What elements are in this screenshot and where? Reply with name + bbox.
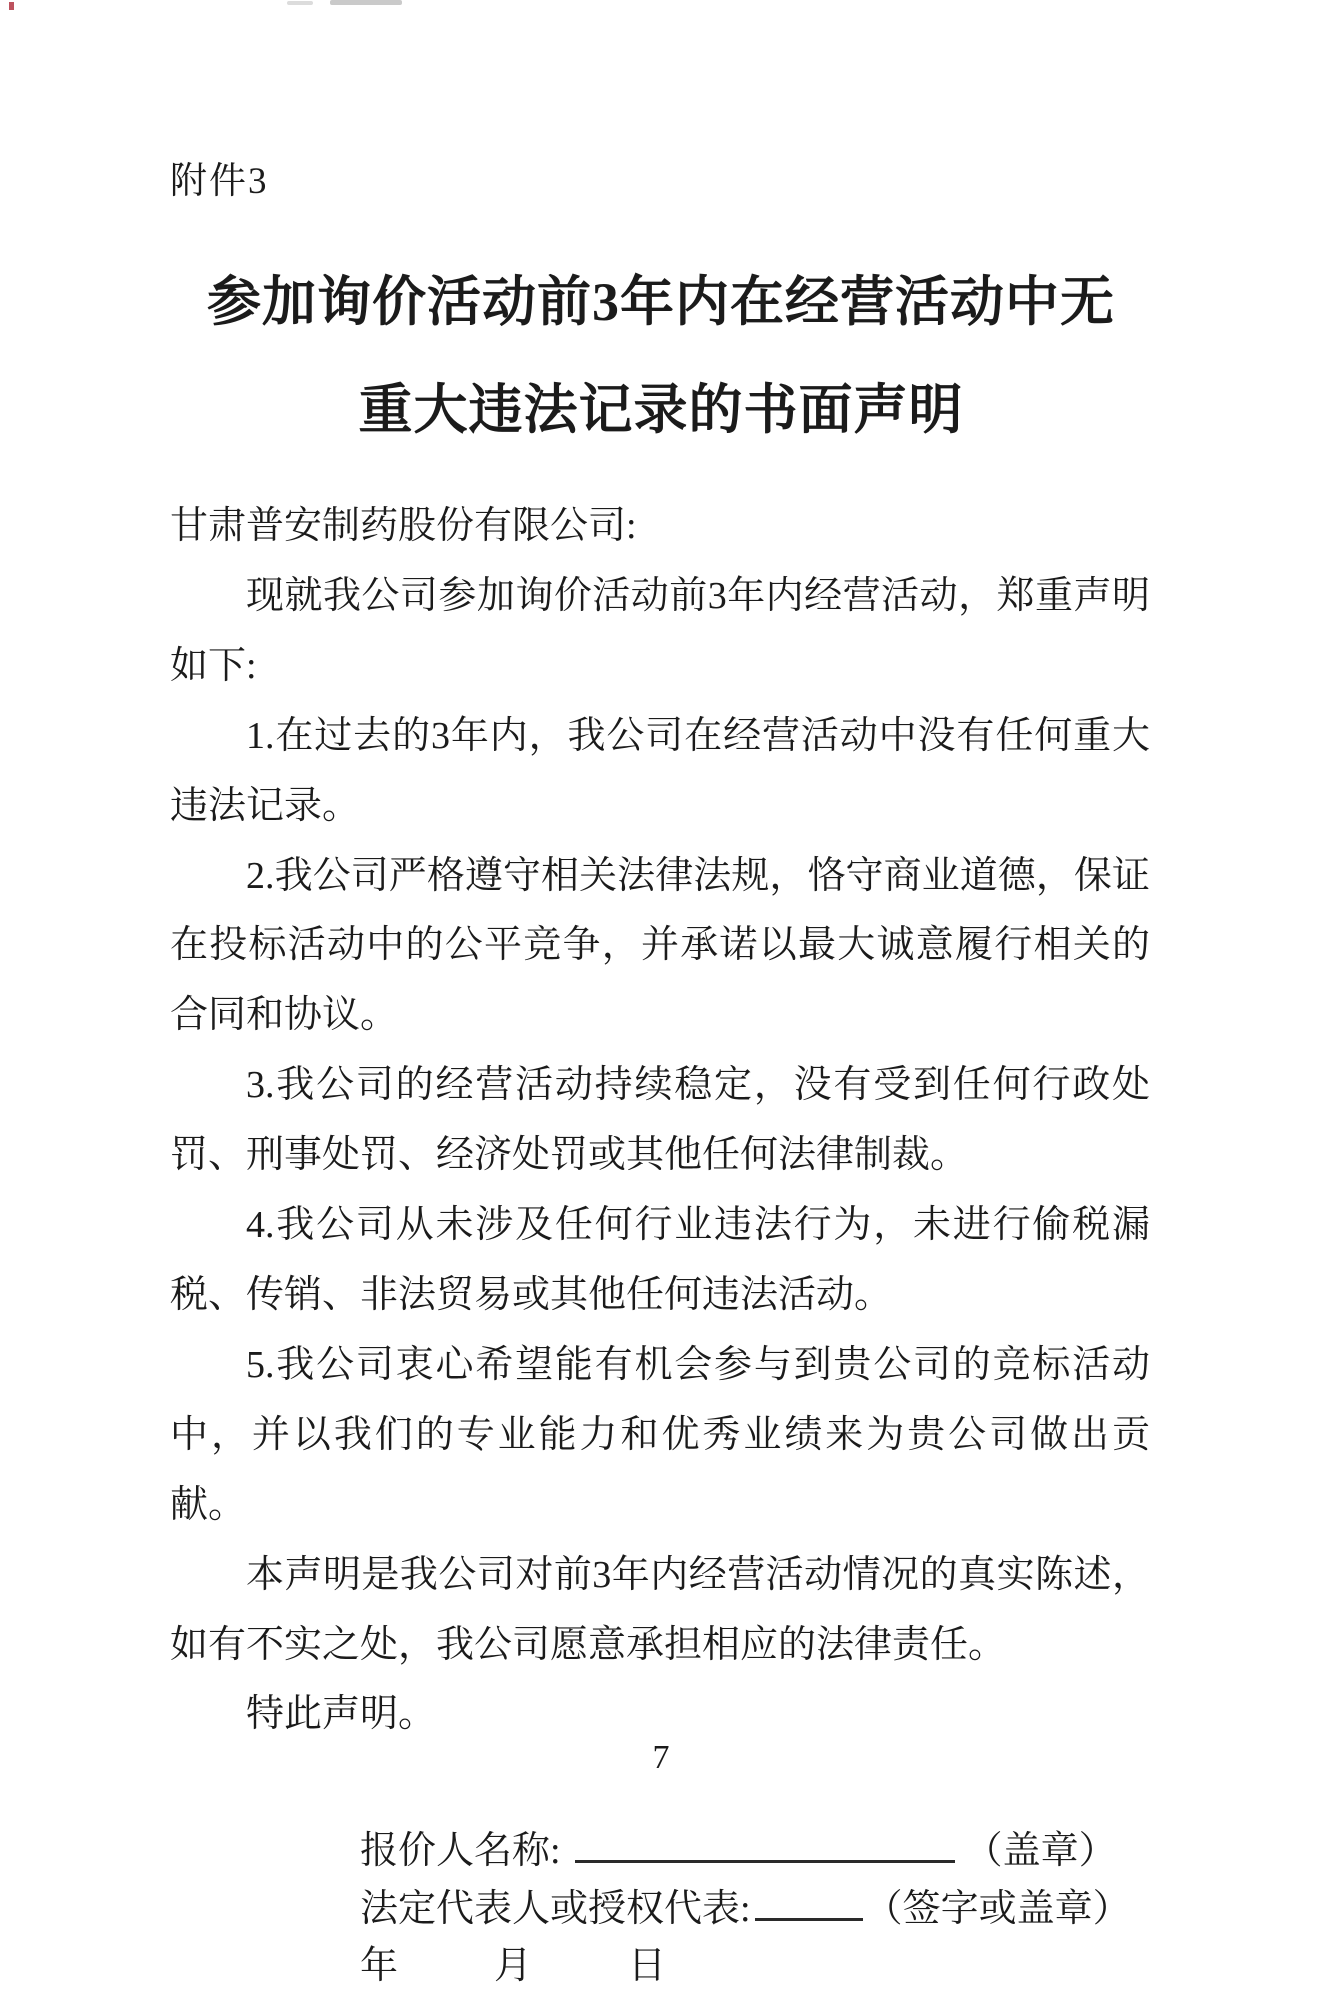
- date-month-label: 月: [494, 1945, 533, 1988]
- body-paragraph: 4.我公司从未涉及任何行业违法行为，未进行偷税漏税、传销、非法贸易或其他任何违法活动。: [170, 1204, 1150, 1316]
- body-paragraph: 3.我公司的经营活动持续稳定，没有受到任何行政处罚、刑事处罚、经济处罚或其他任何法律制裁。: [170, 1064, 1150, 1177]
- scan-artifact-red: [9, 2, 14, 10]
- representative-label: 法定代表人或授权代表:: [360, 1888, 751, 1931]
- body-paragraph: 5.我公司衷心希望能有机会参与到贵公司的竞标活动中，并以我们的专业能力和优秀业绩来为贵公司做出贡献。: [170, 1343, 1150, 1526]
- body-paragraph: 现就我公司参加询价活动前3年内经营活动，郑重声明如下:: [170, 574, 1150, 687]
- offeror-seal-note: （盖章）: [964, 1830, 1117, 1873]
- date-day-label: 日: [628, 1945, 667, 1988]
- offeror-name-label: 报价人名称:: [360, 1830, 561, 1873]
- document-title-line2: 重大违法记录的书面声明: [358, 380, 964, 440]
- salutation: 甘肃普安制药股份有限公司:: [170, 505, 637, 547]
- document-title: [0, 248, 1322, 464]
- date-year-label: 年: [360, 1945, 399, 1988]
- fill-in-blank-offeror-name: [575, 1822, 955, 1863]
- date-line: [360, 1938, 1150, 1995]
- body-paragraph: 本声明是我公司对前3年内经营活动情况的真实陈述，如有不实之处，我公司愿意承担相应的法律责任。: [170, 1553, 1150, 1666]
- body-paragraph: 1.在过去的3年内，我公司在经营活动中没有任何重大违法记录。: [170, 714, 1150, 827]
- page-number: 7: [652, 1739, 670, 1776]
- scan-artifact-smudge: [330, 0, 402, 5]
- offeror-name-line: [360, 1822, 1150, 1880]
- body-paragraph: 特此声明。: [246, 1693, 437, 1736]
- body-paragraph: 2.我公司严格遵守相关法律法规，恪守商业道德，保证在投标活动中的公平竞争，并承诺以最大诚意履行相关的合同和协议。: [170, 854, 1150, 1037]
- scan-artifact-smudge: [287, 1, 313, 5]
- attachment-label: 附件3: [170, 161, 269, 202]
- document-title-line1: 参加询价活动前3年内在经营活动中无: [207, 272, 1115, 332]
- fill-in-blank-representative: [755, 1880, 863, 1921]
- signature-block: [360, 1822, 1150, 1995]
- representative-line: [360, 1880, 1150, 1938]
- representative-seal-note: （签字或盖章）: [864, 1888, 1131, 1931]
